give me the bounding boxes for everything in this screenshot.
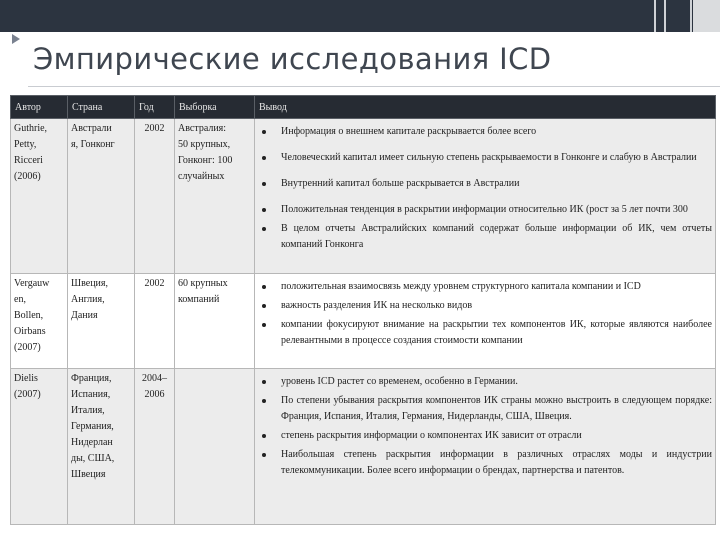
findings-list <box>258 124 712 253</box>
sample-line: случайных <box>178 171 225 182</box>
bullet-icon <box>262 285 266 289</box>
author-line: en, <box>14 294 26 305</box>
country-cell <box>68 369 135 525</box>
triangle-marker-icon <box>12 34 20 44</box>
sample-line: Австралия: <box>178 123 227 134</box>
finding-text: Наибольшая степень раскрытия информации в различных отраслях моды и индустрии телекоммуникации. Более всего информации о брендах, партнерства и патентов. <box>281 449 712 476</box>
finding-item <box>258 317 712 349</box>
bullet-icon <box>262 380 266 384</box>
country-line: Испания, <box>71 389 111 400</box>
finding-item <box>258 374 712 390</box>
bullet-icon <box>262 453 266 457</box>
studies-table <box>10 95 716 525</box>
finding-text: Внутренний капитал больше раскрывается в Австралии <box>281 178 520 189</box>
year-line: 2006 <box>144 389 165 400</box>
findings-list <box>258 279 712 349</box>
country-cell <box>68 274 135 369</box>
header-findings: Вывод <box>255 96 716 119</box>
bullet-icon <box>262 182 266 186</box>
title-bar <box>0 0 720 32</box>
country-line: Нидерлан <box>71 437 113 448</box>
author-cell <box>11 274 68 369</box>
finding-text: В целом отчеты Австралийских компаний содержат больше информации об ИК, чем отчеты компаний Гонконга <box>281 223 712 250</box>
country-line: Франция, <box>71 373 112 384</box>
author-line: Dielis <box>14 373 38 384</box>
author-line: (2007) <box>14 342 41 353</box>
divider-line <box>690 0 692 32</box>
finding-text: По степени убывания раскрытия компонентов ИК страны можно выстроить в следующем порядке: Франция, Испания, Италия, Германия, Нидерланды, США, Швеция. <box>281 395 712 422</box>
author-line: Ricceri <box>14 155 43 166</box>
author-line: (2006) <box>14 171 41 182</box>
sample-line: 60 крупных <box>178 278 228 289</box>
table-row <box>11 274 716 369</box>
findings-list <box>258 374 712 479</box>
finding-item <box>258 393 712 425</box>
finding-text: степень раскрытия информации о компонентах ИК зависит от отрасли <box>281 430 582 441</box>
header-country: Страна <box>68 96 135 119</box>
finding-item <box>258 298 712 314</box>
finding-text: Информация о внешнем капитале раскрывается более всего <box>281 126 537 137</box>
country-line: Германия, <box>71 421 114 432</box>
bullet-icon <box>262 156 266 160</box>
table-row <box>11 369 716 525</box>
finding-text: уровень ICD растет со временем, особенно в Германии. <box>281 376 518 387</box>
author-line: Vergauw <box>14 278 50 289</box>
country-line: Дания <box>71 310 98 321</box>
findings-cell <box>255 369 716 525</box>
country-line: я, Гонконг <box>71 139 115 150</box>
year-cell <box>135 119 175 274</box>
header-sample: Выборка <box>175 96 255 119</box>
header-year: Год <box>135 96 175 119</box>
bullet-icon <box>262 399 266 403</box>
country-line: Италия, <box>71 405 105 416</box>
finding-text: Человеческий капитал имеет сильную степень раскрываемости в Гонконге и слабую в Австралии <box>281 152 697 163</box>
sample-cell <box>175 369 255 525</box>
author-cell <box>11 119 68 274</box>
table-header-row <box>11 96 716 119</box>
author-line: Petty, <box>14 139 37 150</box>
country-line: Швеция <box>71 469 106 480</box>
bullet-icon <box>262 304 266 308</box>
author-line: Guthrie, <box>14 123 48 134</box>
year-line: 2002 <box>144 278 165 289</box>
bullet-icon <box>262 434 266 438</box>
finding-item <box>258 221 712 253</box>
bullet-icon <box>262 208 266 212</box>
finding-item <box>258 428 712 444</box>
author-line: Oirbans <box>14 326 46 337</box>
bullet-icon <box>262 227 266 231</box>
country-line: Швеция, <box>71 278 108 289</box>
year-cell <box>135 369 175 525</box>
header-author: Автор <box>11 96 68 119</box>
finding-item <box>258 124 712 140</box>
sample-line: 50 крупных, <box>178 139 231 150</box>
divider-line <box>654 0 656 32</box>
title-bar-edge <box>693 0 720 32</box>
author-line: (2007) <box>14 389 41 400</box>
divider-line <box>664 0 666 32</box>
country-line: ды, США, <box>71 453 115 464</box>
year-line: 2004– <box>142 373 167 384</box>
finding-item <box>258 150 712 166</box>
table-row <box>11 119 716 274</box>
finding-item <box>258 202 712 218</box>
finding-text: компании фокусируют внимание на раскрытии тех компонентов ИК, которые являются наиболее релевантными в процессе создания стоимости компании <box>281 319 712 346</box>
country-cell <box>68 119 135 274</box>
title-underline <box>28 86 720 87</box>
sample-line: Гонконг: 100 <box>178 155 233 166</box>
finding-text: важность разделения ИК на несколько видов <box>281 300 473 311</box>
sample-line: компаний <box>178 294 220 305</box>
bullet-icon <box>262 323 266 327</box>
author-line: Bollen, <box>14 310 44 321</box>
finding-text: Положительная тенденция в раскрытии информации относительно ИК (рост за 5 лет почти 300 <box>281 204 688 215</box>
finding-item <box>258 176 712 192</box>
slide-title: Эмпирические исследования ICD <box>33 42 552 76</box>
sample-cell <box>175 274 255 369</box>
country-line: Австрали <box>71 123 112 134</box>
author-cell <box>11 369 68 525</box>
country-line: Англия, <box>71 294 105 305</box>
title-bar-background <box>0 0 693 32</box>
finding-text: положительная взаимосвязь между уровнем структурного капитала компании и ICD <box>281 281 641 292</box>
findings-cell <box>255 119 716 274</box>
bullet-icon <box>262 130 266 134</box>
finding-item <box>258 447 712 479</box>
sample-cell <box>175 119 255 274</box>
finding-item <box>258 279 712 295</box>
year-line: 2002 <box>144 123 165 134</box>
findings-cell <box>255 274 716 369</box>
year-cell <box>135 274 175 369</box>
